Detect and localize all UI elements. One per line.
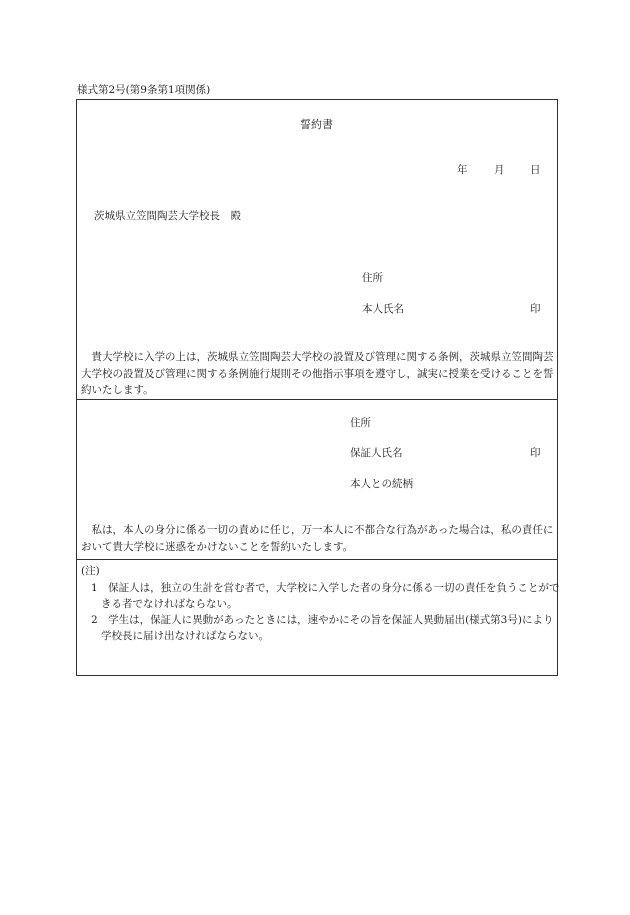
student-address-label: 住所 — [362, 272, 383, 284]
notes-heading: (注) — [81, 565, 100, 577]
notes-divider — [76, 559, 558, 560]
note-item: 2 学生は，保証人に異動があったときには，速やかにその旨を保証人異動届出(様式第3号)により学校長に届け出なければならない。 — [91, 614, 554, 642]
date-year: 年 — [457, 164, 468, 176]
section-divider — [76, 399, 558, 400]
note-item: 1 保証人は，独立の生計を営む者で，大学校に入学した者の身分に係る一切の責任を負うことができる者でなければならない。 — [91, 582, 560, 610]
addressee: 茨城県立笠間陶芸大学校長 殿 — [94, 210, 241, 222]
date-month: 月 — [494, 164, 505, 176]
date-day: 日 — [530, 164, 541, 176]
form-label: 様式第2号(第9条第1項関係) — [77, 84, 211, 96]
guarantor-seal: 印 — [530, 447, 541, 459]
pledge-paragraph: 貴大学校に入学の上は，茨城県立笠間陶芸大学校の設置及び管理に関する条例，茨城県立笠間陶芸大学校の設置及び管理に関する条例施行規則その他指示事項を遵守し，誠実に授業を受けることを誓約いたします。 — [81, 351, 554, 396]
guarantor-name-label: 保証人氏名 — [350, 447, 403, 459]
guarantee-paragraph: 私は，本人の身分に係る一切の責めに任じ，万一本人に不都合な行為があった場合は，私の責任において貴大学校に迷惑をかけないことを誓約いたします。 — [81, 524, 554, 553]
document-title: 誓約書 — [300, 118, 333, 131]
guarantor-address-label: 住所 — [350, 417, 371, 429]
student-name-label: 本人氏名 — [362, 303, 404, 315]
guarantor-relation-label: 本人との続柄 — [350, 478, 413, 490]
student-seal: 印 — [530, 303, 541, 315]
